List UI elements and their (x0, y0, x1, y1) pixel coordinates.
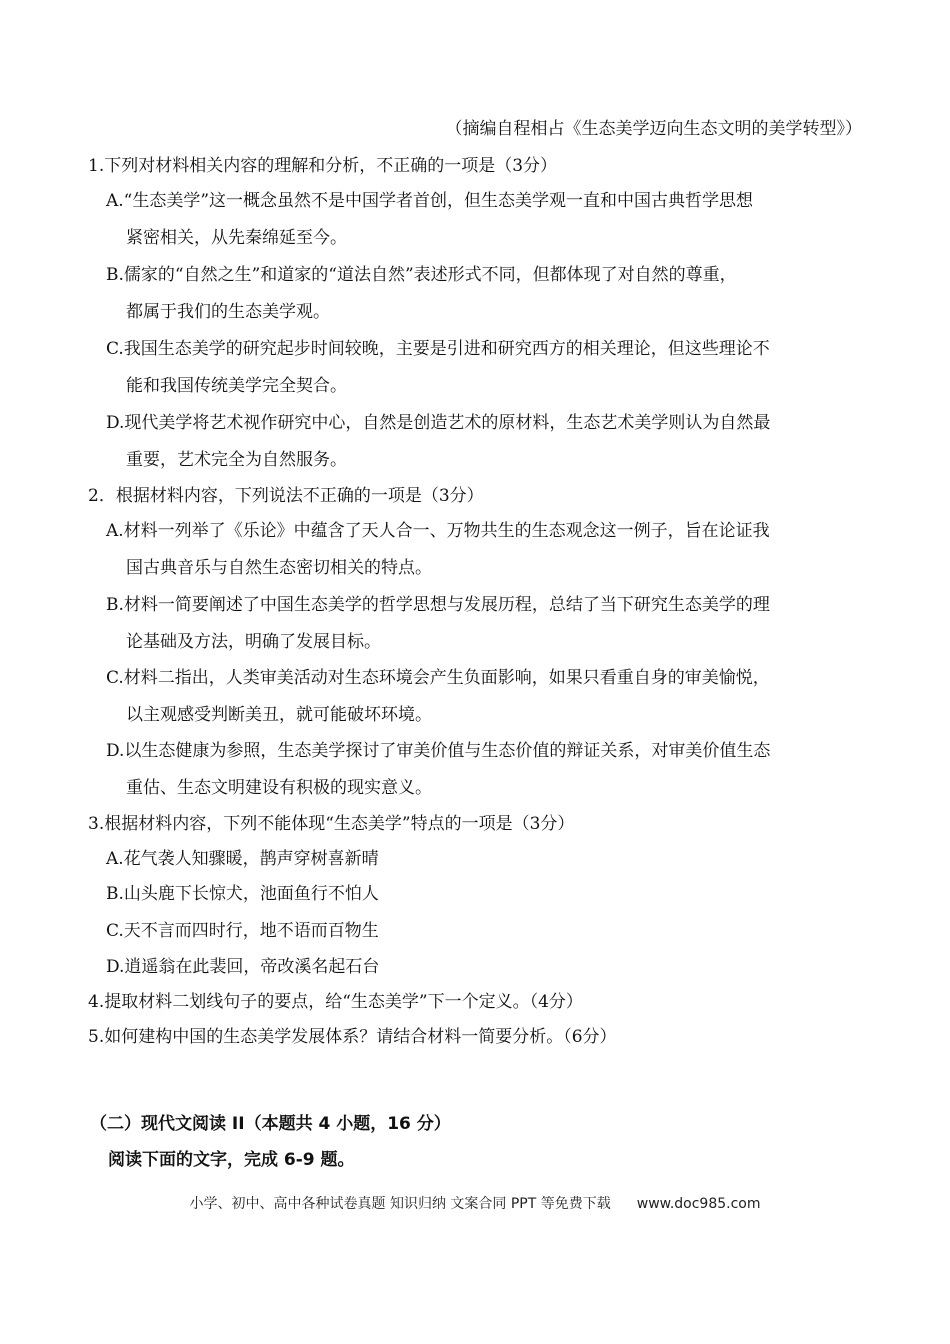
question-1-stem: 1.下列对材料相关内容的理解和分析，不正确的一项是（3分） (88, 156, 558, 176)
q3-option-b: B.山头鹿下长惊犬，池面鱼行不怕人 (106, 884, 379, 904)
q1-option-c-line1: C.我国生态美学的研究起步时间较晚，主要是引进和研究西方的相关理论，但这些理论不 (106, 339, 770, 359)
q2-option-a-line1: A.材料一列举了《乐论》中蕴含了天人合一、万物共生的生态观念这一例子，旨在论证我 (106, 521, 770, 541)
q1-option-a-line1: A.“生态美学”这一概念虽然不是中国学者首创，但生态美学观一直和中国古典哲学思想 (106, 191, 754, 211)
q2-option-c-line2: 以主观感受判断美丑，就可能破坏环境。 (126, 705, 432, 725)
section-title: （二）现代文阅读 II（本题共 4 小题，16 分） (90, 1114, 451, 1134)
q1-option-b-line1: B.儒家的“自然之生”和道家的“道法自然”表述形式不同，但都体现了对自然的尊重， (106, 265, 737, 285)
q2-option-b-line1: B.材料一简要阐述了中国生态美学的哲学思想与发展历程，总结了当下研究生态美学的理 (106, 595, 770, 615)
q1-option-d-line2: 重要，艺术完全为自然服务。 (126, 450, 347, 470)
page-footer (0, 1193, 950, 1213)
section-instruction: 阅读下面的文字，完成 6-9 题。 (108, 1150, 355, 1170)
q3-option-c: C.天不言而四时行，地不语而百物生 (106, 921, 379, 941)
q3-option-d: D.逍遥翁在此裴回，帝改溪名起石台 (106, 957, 380, 977)
q1-option-d-line1: D.现代美学将艺术视作研究中心，自然是创造艺术的原材料，生态艺术美学则认为自然最 (106, 413, 771, 433)
source-citation: （摘编自程相占《生态美学迈向生态文明的美学转型》） (445, 119, 862, 139)
question-5-stem: 5.如何建构中国的生态美学发展体系？请结合材料一简要分析。（6分） (88, 1027, 617, 1047)
q1-option-a-line2: 紧密相关，从先秦绵延至今。 (126, 228, 347, 248)
question-2-stem: 2．根据材料内容，下列说法不正确的一项是（3分） (88, 486, 484, 506)
footer-site-link[interactable]: www.doc985.com (636, 1196, 761, 1212)
q2-option-b-line2: 论基础及方法，明确了发展目标。 (126, 632, 381, 652)
q1-option-b-line2: 都属于我们的生态美学观。 (126, 302, 330, 322)
q2-option-d-line2: 重估、生态文明建设有积极的现实意义。 (126, 778, 432, 798)
q1-option-c-line2: 能和我国传统美学完全契合。 (126, 376, 347, 396)
footer-text: 小学、初中、高中各种试卷真题 知识归纳 文案合同 PPT 等免费下载 (189, 1196, 611, 1212)
question-4-stem: 4.提取材料二划线句子的要点，给“生态美学”下一个定义。（4分） (88, 992, 583, 1012)
q3-option-a: A.花气袭人知骤暖，鹊声穿树喜新晴 (106, 849, 379, 869)
q2-option-d-line1: D.以生态健康为参照，生态美学探讨了审美价值与生态价值的辩证关系，对审美价值生态 (106, 741, 771, 761)
question-3-stem: 3.根据材料内容，下列不能体现“生态美学”特点的一项是（3分） (88, 814, 575, 834)
q2-option-c-line1: C.材料二指出，人类审美活动对生态环境会产生负面影响，如果只看重自身的审美愉悦， (106, 668, 770, 688)
q2-option-a-line2: 国古典音乐与自然生态密切相关的特点。 (126, 558, 432, 578)
